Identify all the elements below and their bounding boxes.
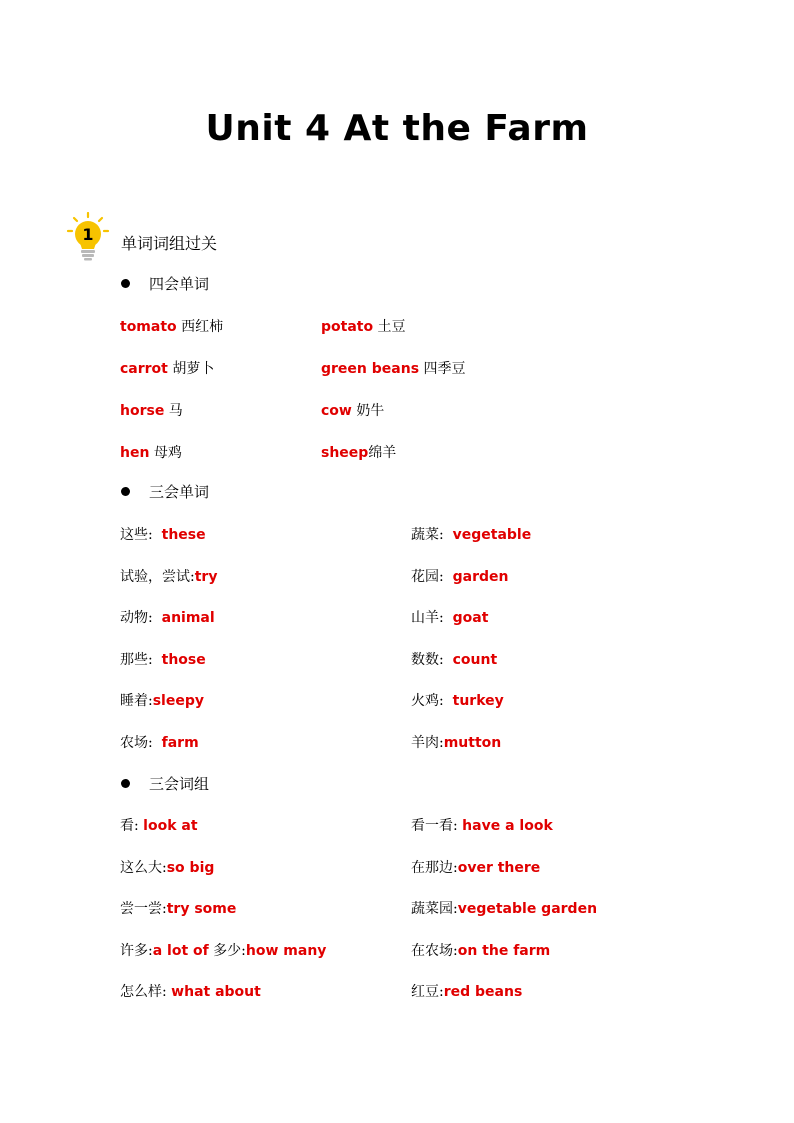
english-word: count [452, 651, 498, 668]
chinese-meaning: 数数: [411, 651, 444, 668]
page-title: Unit 4 At the Farm [205, 108, 589, 149]
vocab-item [120, 524, 206, 544]
vocab-item [321, 442, 396, 462]
chinese-meaning: 在那边: [411, 859, 458, 876]
english-word: farm [161, 735, 199, 751]
english-word: over there [457, 859, 541, 876]
chinese-meaning: 蔬菜园: [411, 901, 458, 918]
english-word: look at [143, 818, 198, 834]
bullet-icon [121, 779, 130, 788]
chinese-meaning: 怎么样: [120, 984, 167, 1001]
group-heading-2 [121, 481, 209, 502]
bullet-icon [121, 487, 130, 496]
vocab-item [120, 690, 204, 710]
vocab-item [120, 400, 183, 420]
vocab-item [411, 690, 504, 710]
group-heading-3 [121, 773, 209, 794]
english-word: vegetable [452, 527, 532, 543]
chinese-meaning: 许多: [120, 942, 153, 959]
chinese-meaning: 睡着: [120, 693, 153, 710]
english-word: sleepy [152, 693, 204, 710]
vocab-item [411, 857, 540, 877]
english-word: sheep [321, 445, 369, 461]
chinese-meaning: 红豆: [411, 984, 444, 1001]
chinese-meaning: 蔬菜: [411, 527, 444, 543]
vocab-item [411, 732, 501, 752]
english-word: a lot of [152, 942, 209, 959]
chinese-meaning: 在农场: [411, 942, 458, 959]
vocab-item [120, 940, 326, 960]
vocab-item [411, 940, 550, 960]
group-heading-label: 三会词组 [149, 775, 210, 793]
english-word: animal [161, 610, 215, 627]
english-word: these [161, 527, 206, 543]
vocab-item [120, 607, 215, 627]
vocab-item [411, 607, 488, 627]
group-heading-label: 四会单词 [149, 275, 210, 293]
chinese-meaning: 多少: [208, 942, 246, 959]
chinese-meaning: 马 [168, 403, 183, 419]
english-word: red beans [443, 984, 523, 1001]
vocab-item [120, 358, 214, 378]
vocab-item [120, 981, 261, 1001]
chinese-meaning: 西红柿 [181, 319, 224, 335]
english-word: cow [321, 403, 352, 419]
english-word: try some [166, 901, 237, 918]
section-title: 单词词组过关 [121, 234, 218, 253]
english-word: green beans [321, 361, 420, 377]
chinese-meaning: 花园: [411, 568, 444, 585]
chinese-meaning: 母鸡 [153, 445, 182, 461]
chinese-meaning: 看: [120, 818, 139, 834]
chinese-meaning: 试验，尝试: [120, 568, 195, 585]
section-number: 1 [82, 225, 94, 244]
vocab-item [321, 400, 384, 420]
chinese-meaning: 火鸡: [411, 693, 444, 710]
bullet-icon [121, 279, 130, 288]
english-word: on the farm [457, 942, 551, 959]
english-word: hen [120, 445, 150, 461]
chinese-meaning: 尝一尝: [120, 901, 167, 918]
chinese-meaning: 动物: [120, 610, 153, 627]
chinese-meaning: 胡萝卜 [172, 361, 215, 377]
english-word: vegetable garden [457, 901, 598, 918]
english-word: horse [120, 403, 165, 419]
vocab-item [411, 815, 553, 835]
group-heading-1 [121, 273, 209, 294]
vocab-item [120, 442, 182, 462]
english-word: how many [245, 942, 327, 959]
chinese-meaning: 这些: [120, 527, 153, 543]
vocab-item [120, 566, 217, 586]
vocab-item [120, 898, 236, 918]
english-word: mutton [443, 735, 502, 751]
chinese-meaning: 这么大: [120, 859, 167, 876]
lightbulb-icon [66, 212, 110, 262]
vocab-item [120, 815, 198, 835]
english-word: try [194, 568, 218, 585]
english-word: garden [452, 568, 509, 585]
vocab-item [411, 566, 508, 586]
chinese-meaning: 绵羊 [368, 445, 397, 461]
english-word: turkey [452, 693, 504, 710]
vocab-item [411, 649, 497, 669]
english-word: potato [321, 319, 374, 335]
english-word: so big [166, 859, 215, 876]
vocab-item [321, 358, 465, 378]
chinese-meaning: 那些: [120, 651, 153, 668]
group-heading-label: 三会单词 [149, 483, 210, 501]
vocab-item [120, 857, 214, 877]
english-word: what about [171, 984, 261, 1001]
chinese-meaning: 奶牛 [356, 403, 385, 419]
vocab-item [120, 732, 199, 752]
vocab-item [411, 524, 531, 544]
chinese-meaning: 农场: [120, 735, 153, 751]
chinese-meaning: 山羊: [411, 610, 444, 627]
english-word: have a look [462, 818, 553, 834]
english-word: those [161, 651, 206, 668]
english-word: tomato [120, 319, 177, 335]
vocab-item [411, 898, 597, 918]
vocab-item [321, 316, 406, 336]
english-word: carrot [120, 361, 168, 377]
vocab-item [120, 649, 206, 669]
chinese-meaning: 土豆 [377, 319, 406, 335]
vocab-item [411, 981, 522, 1001]
chinese-meaning: 看一看: [411, 818, 458, 834]
vocab-item [120, 316, 223, 336]
chinese-meaning: 四季豆 [423, 361, 466, 377]
english-word: goat [452, 610, 489, 627]
chinese-meaning: 羊肉: [411, 735, 444, 751]
